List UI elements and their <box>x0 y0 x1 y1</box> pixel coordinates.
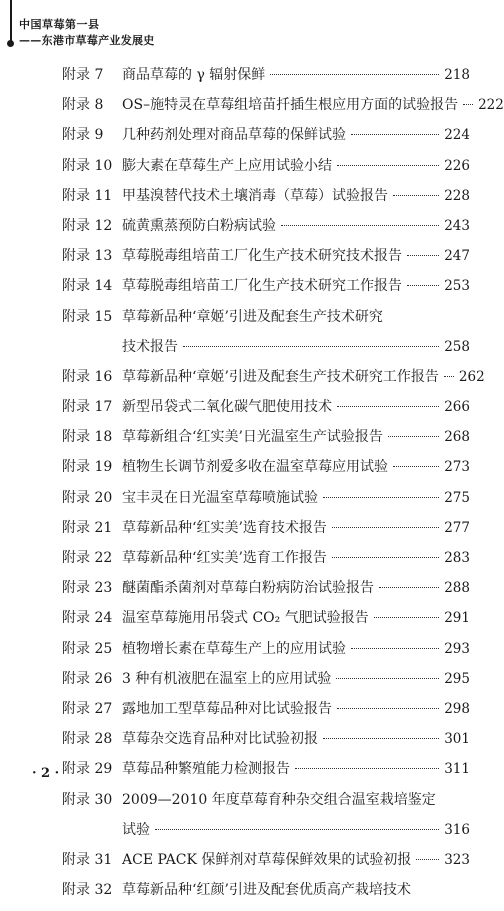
entry-page-number: 273 <box>444 459 470 476</box>
toc-entry[interactable] <box>62 700 470 718</box>
dot-leader <box>337 708 439 709</box>
entry-label: 附录 22 <box>62 550 113 566</box>
entry-label: 附录 8 <box>62 97 104 114</box>
entry-body <box>122 489 470 507</box>
toc-entry-line <box>62 368 485 386</box>
entry-label: 附录 31 <box>62 851 113 868</box>
dot-leader <box>379 587 439 588</box>
toc-entry-line <box>62 519 470 537</box>
dot-leader <box>337 406 439 407</box>
toc-entry-line <box>62 760 470 778</box>
entry-label: 附录 28 <box>62 731 113 748</box>
dot-leader <box>416 859 439 860</box>
toc-entry[interactable] <box>62 217 470 235</box>
entry-label: 附录 30 <box>62 791 113 808</box>
toc-entry-line <box>62 489 470 507</box>
toc-entry-line <box>62 247 470 265</box>
dot-leader <box>444 376 454 377</box>
toc-entry[interactable] <box>62 670 470 688</box>
entry-body <box>122 700 470 718</box>
toc-entry[interactable] <box>62 851 470 869</box>
toc-entry[interactable] <box>62 881 470 899</box>
entry-body <box>122 66 470 84</box>
toc-entry-line <box>62 640 470 658</box>
toc-entry[interactable] <box>62 187 470 205</box>
dot-leader <box>374 617 440 618</box>
entry-body <box>122 670 470 688</box>
dot-leader <box>337 165 439 166</box>
toc-entry-line <box>62 157 470 175</box>
entry-body <box>122 730 470 748</box>
entry-page-number: 253 <box>444 278 470 295</box>
toc-entry-line <box>62 549 470 567</box>
toc-entry[interactable] <box>62 66 470 84</box>
entry-body <box>122 881 470 899</box>
entry-body <box>122 308 470 326</box>
entry-title: 草莓新品种‘章姬’引进及配套生产技术研究 <box>122 308 383 325</box>
entry-label: 附录 29 <box>62 761 113 778</box>
book-subtitle: ——东港市草莓产业发展史 <box>19 34 155 47</box>
entry-page-number: 298 <box>444 700 470 717</box>
dot-leader <box>336 678 439 679</box>
entry-title: 草莓品种繁殖能力检测报告 <box>122 761 290 778</box>
entry-page-number: 293 <box>444 640 470 657</box>
entry-title-continued: 试验 <box>122 821 150 838</box>
toc-entry-line <box>62 308 470 326</box>
toc-entry-line <box>62 609 470 627</box>
entry-label: 附录 19 <box>62 459 113 476</box>
entry-label: 附录 20 <box>62 489 113 506</box>
toc-entry[interactable] <box>62 549 470 567</box>
toc-entry-line <box>62 881 470 899</box>
entry-label: 附录 7 <box>62 67 104 83</box>
entry-label: 附录 17 <box>62 399 113 416</box>
entry-body <box>122 96 504 114</box>
toc-entry-line <box>62 277 470 295</box>
toc-entry[interactable] <box>62 126 470 144</box>
toc-entry[interactable] <box>62 368 485 386</box>
entry-label: 附录 26 <box>62 670 113 687</box>
running-header <box>0 0 500 52</box>
entry-body <box>122 368 485 386</box>
toc-entry-continuation <box>62 338 470 356</box>
entry-title: ACE PACK 保鲜剂对草莓保鲜效果的试验初报 <box>122 851 412 868</box>
entry-page-number: 301 <box>444 731 470 748</box>
entry-title-continued: 技术报告 <box>122 338 178 355</box>
entry-page-number: 288 <box>444 580 470 597</box>
entry-title: 新型吊袋式二氧化碳气肥使用技术 <box>122 399 332 416</box>
entry-title: 草莓新品种‘章姬’引进及配套生产技术研究工作报告 <box>122 368 439 385</box>
entry-title: 草莓新组合‘红实美’日光温室生产试验报告 <box>122 429 383 446</box>
entry-page-number: 243 <box>444 217 470 234</box>
entry-label: 附录 23 <box>62 580 113 597</box>
dot-leader <box>332 527 439 528</box>
toc-entry-line <box>62 851 470 869</box>
toc-entry-line <box>62 579 470 597</box>
entry-body <box>122 247 470 265</box>
entry-body <box>122 851 470 869</box>
toc-entry-line <box>62 187 470 205</box>
entry-label: 附录 32 <box>62 882 113 899</box>
toc-entry[interactable] <box>62 458 470 476</box>
entry-title: 草莓新品种‘红实美’选育工作报告 <box>122 550 327 566</box>
entry-title: 硫黄熏蒸预防白粉病试验 <box>122 217 276 234</box>
entry-page-number: 218 <box>444 67 470 83</box>
entry-body <box>122 187 470 205</box>
entry-title: 商品草莓的 γ 辐射保鲜 <box>122 67 266 83</box>
entry-title: 草莓新品种‘红颜’引进及配套优质高产栽培技术 <box>122 882 411 899</box>
entry-page-number: 277 <box>444 519 470 536</box>
toc-entry-line <box>62 730 470 748</box>
entry-title: 3 种有机液肥在温室上的应用试验 <box>122 670 332 687</box>
toc-entry[interactable] <box>62 96 504 114</box>
page-number: · 2 · <box>32 766 60 781</box>
entry-body <box>122 157 470 175</box>
toc-entry[interactable] <box>62 760 470 778</box>
entry-label: 附录 13 <box>62 248 113 265</box>
toc-entry[interactable] <box>62 791 470 839</box>
entry-label: 附录 18 <box>62 429 113 446</box>
entry-page-number: 224 <box>444 127 470 144</box>
toc-entry[interactable] <box>62 730 470 748</box>
toc-entry-line <box>62 217 470 235</box>
entry-body <box>122 609 470 627</box>
dot-leader <box>323 738 439 739</box>
entry-body <box>122 821 470 839</box>
dot-leader <box>407 255 439 256</box>
entry-body <box>122 519 470 537</box>
dot-leader <box>407 285 439 286</box>
dot-leader <box>183 346 439 347</box>
toc-entry[interactable] <box>62 640 470 658</box>
toc-entry-line <box>62 700 470 718</box>
entry-body <box>122 760 470 778</box>
toc-entry-line <box>62 126 470 144</box>
entry-title: 醚菌酯杀菌剂对草莓白粉病防治试验报告 <box>122 580 374 597</box>
entry-body <box>122 277 470 295</box>
entry-title: 草莓杂交选育品种对比试验初报 <box>122 731 318 748</box>
entry-title: OS–施特灵在草莓组培苗扦插生根应用方面的试验报告 <box>122 97 459 114</box>
toc-entry[interactable] <box>62 308 470 356</box>
entry-label: 附录 14 <box>62 278 113 295</box>
entry-page-number: 226 <box>444 157 470 174</box>
toc-entry[interactable] <box>62 398 470 416</box>
dot-leader <box>332 557 439 558</box>
toc-entry[interactable] <box>62 579 470 597</box>
toc-entry-line <box>62 458 470 476</box>
entry-page-number: 222 <box>478 97 504 114</box>
toc-entry[interactable] <box>62 277 470 295</box>
entry-title: 草莓脱毒组培苗工厂化生产技术研究工作报告 <box>122 278 402 295</box>
entry-page-number: 266 <box>444 399 470 416</box>
entry-label: 附录 10 <box>62 157 113 174</box>
dot-leader <box>351 648 439 649</box>
entry-body <box>122 126 470 144</box>
toc-entry-continuation <box>62 821 470 839</box>
entry-page-number: 247 <box>444 248 470 265</box>
dot-leader <box>155 829 439 830</box>
entry-title: 2009—2010 年度草莓育种杂交组合温室栽培鉴定 <box>122 791 436 808</box>
dot-leader <box>393 195 439 196</box>
toc-entry-line <box>62 791 470 809</box>
entry-label: 附录 12 <box>62 217 113 234</box>
entry-page-number: 311 <box>444 761 470 778</box>
entry-title: 草莓新品种‘红实美’选育技术报告 <box>122 519 327 536</box>
entry-body <box>122 579 470 597</box>
entry-page-number: 295 <box>444 670 470 687</box>
entry-label: 附录 15 <box>62 308 113 325</box>
entry-label: 附录 16 <box>62 368 113 385</box>
entry-body <box>122 458 470 476</box>
entry-body <box>122 549 470 567</box>
dot-leader <box>463 104 473 105</box>
entry-label: 附录 25 <box>62 640 113 657</box>
entry-label: 附录 11 <box>62 187 113 204</box>
dot-leader <box>295 768 439 769</box>
entry-label: 附录 27 <box>62 700 113 717</box>
entry-body <box>122 217 470 235</box>
entry-title: 温室草莓施用吊袋式 CO₂ 气肥试验报告 <box>122 610 369 627</box>
toc-entry-line <box>62 670 470 688</box>
toc-entry-line <box>62 398 470 416</box>
dot-leader <box>323 497 439 498</box>
dot-leader <box>270 74 439 75</box>
toc-entry[interactable] <box>62 247 470 265</box>
entry-title: 甲基溴替代技术土壤消毒（草莓）试验报告 <box>122 187 388 204</box>
toc-entry-line <box>62 96 504 114</box>
dot-leader <box>351 134 439 135</box>
dot-leader <box>388 436 439 437</box>
toc-entry[interactable] <box>62 519 470 537</box>
entry-page-number: 258 <box>444 338 470 355</box>
entry-page-number: 275 <box>444 489 470 506</box>
toc-entry-line <box>62 66 470 84</box>
toc-entry[interactable] <box>62 428 470 446</box>
entry-body <box>122 791 470 809</box>
entry-page-number: 283 <box>444 550 470 566</box>
entry-page-number: 268 <box>444 429 470 446</box>
entry-page-number: 228 <box>444 187 470 204</box>
entry-label: 附录 24 <box>62 610 113 627</box>
toc-entry[interactable] <box>62 609 470 627</box>
toc-entry[interactable] <box>62 157 470 175</box>
entry-body <box>122 338 470 356</box>
toc-entry-line <box>62 428 470 446</box>
entry-title: 植物生长调节剂爱多收在温室草莓应用试验 <box>122 459 388 476</box>
entry-title: 露地加工型草莓品种对比试验报告 <box>122 700 332 717</box>
entry-body <box>122 398 470 416</box>
entry-label: 附录 21 <box>62 519 113 536</box>
toc-entry[interactable] <box>62 489 470 507</box>
entry-title: 草莓脱毒组培苗工厂化生产技术研究技术报告 <box>122 248 402 265</box>
entry-page-number: 291 <box>444 610 470 627</box>
entry-title: 膨大素在草莓生产上应用试验小结 <box>122 157 332 174</box>
entry-page-number: 262 <box>458 368 485 385</box>
book-title: 中国草莓第一县 <box>19 18 100 31</box>
entry-title: 几种药剂处理对商品草莓的保鲜试验 <box>122 127 346 144</box>
dot-leader <box>281 225 439 226</box>
entry-body <box>122 640 470 658</box>
dot-leader <box>393 466 439 467</box>
header-bullet <box>7 40 14 47</box>
entry-page-number: 323 <box>444 851 470 868</box>
entry-body <box>122 428 470 446</box>
entry-title: 植物增长素在草莓生产上的应用试验 <box>122 640 346 657</box>
entry-title: 宝丰灵在日光温室草莓喷施试验 <box>122 489 318 506</box>
table-of-contents <box>62 66 504 911</box>
entry-label: 附录 9 <box>62 127 104 144</box>
entry-page-number: 316 <box>444 821 470 838</box>
